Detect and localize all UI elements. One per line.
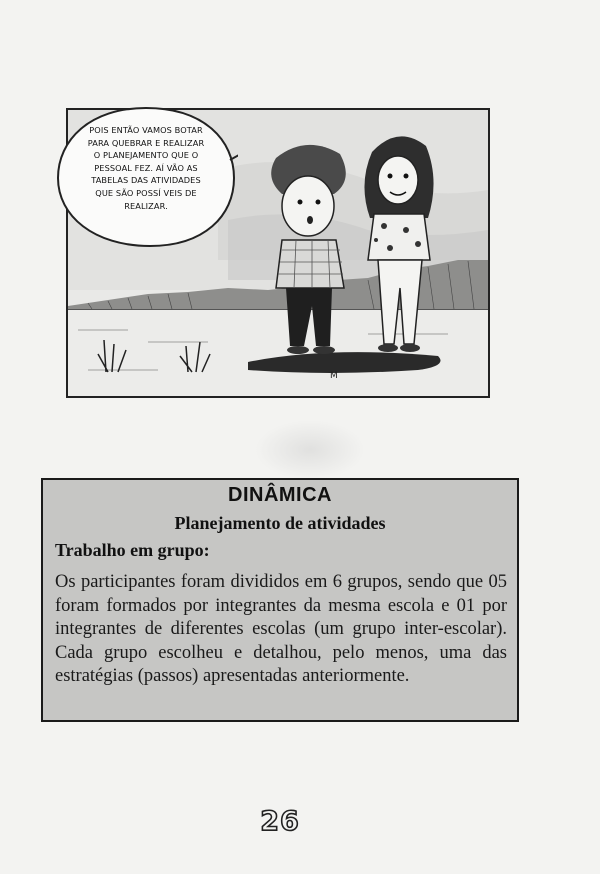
box-title: DINÂMICA [228,484,332,506]
dinamica-box [41,478,519,722]
scan-smudge [255,420,365,480]
svg-text:M: M [330,371,338,381]
box-subtitle: Planejamento de atividades [174,513,386,533]
speech-text: POIS ENTÃO VAMOS BOTAR PARA QUEBRAR E REALIZAR O PLANEJAMENTO QUE O PESSOAL FEZ. AÍ VÃO AS TABELAS DAS ATIVIDADES QUE SÃO POSSÍ VEIS DE REALIZAR. [87,125,205,211]
box-body-text: Os participantes foram divididos em 6 grupos, sendo que 05 foram formados por integrantes da mesma escola e 01 por integrantes de diferentes escolas (um grupo inter-escolar). Cada grupo escolheu e detalhou, pelo menos, uma das estratégias (passos) apresentadas anteriormente. [55,572,507,686]
box-heading: Trabalho em grupo: [55,540,210,560]
page-number: 26 [260,806,300,837]
